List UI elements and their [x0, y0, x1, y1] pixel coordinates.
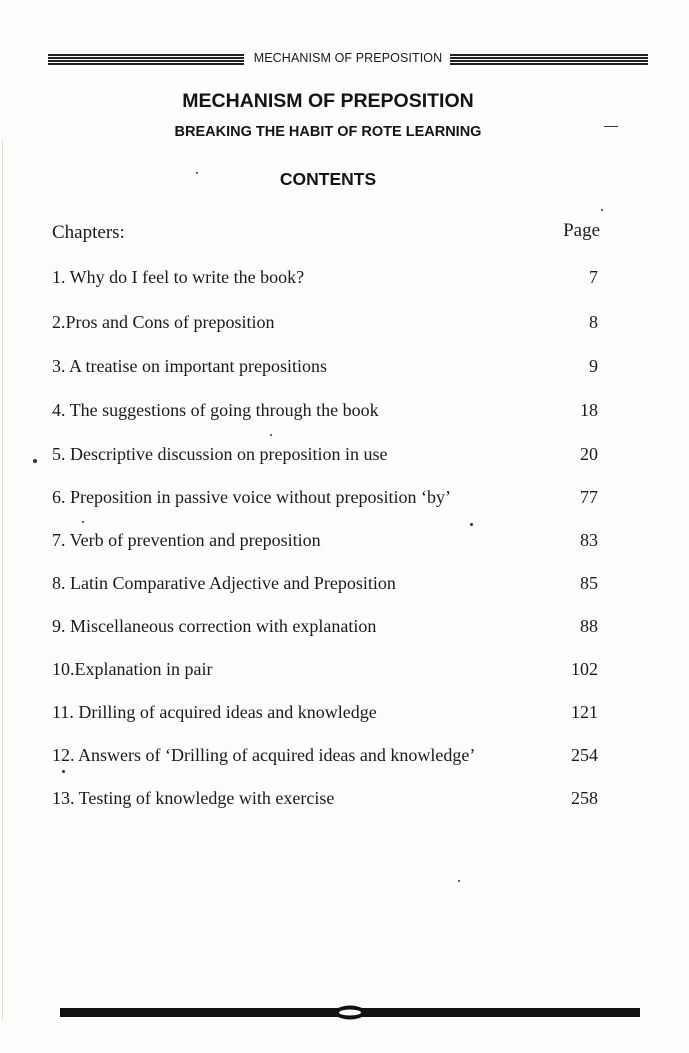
toc-entry-page: 9 — [589, 356, 598, 376]
toc-entry — [0, 267, 689, 293]
scan-speck — [601, 209, 603, 211]
toc-entry — [0, 745, 689, 771]
toc-entry-page: 83 — [580, 530, 598, 550]
toc-entry — [0, 573, 689, 599]
chapters-column-label: Chapters: — [52, 222, 125, 243]
scan-speck — [470, 523, 473, 526]
toc-entry-title: 10.Explanation in pair — [52, 659, 213, 679]
toc-entry-title: 3. A treatise on important prepositions — [52, 356, 327, 376]
scan-speck — [82, 521, 84, 523]
toc-entry — [0, 356, 689, 382]
scan-speck — [62, 770, 65, 773]
toc-entry-page: 77 — [580, 487, 598, 507]
toc-entry — [0, 312, 689, 338]
toc-entry — [0, 788, 689, 814]
toc-entry-page: 258 — [571, 788, 598, 808]
toc-entry — [0, 444, 689, 470]
page-column-label: Page — [563, 220, 600, 241]
toc-entry — [0, 659, 689, 685]
toc-entry-page: 20 — [580, 444, 598, 464]
toc-entry-page: 254 — [571, 745, 598, 765]
toc-entry-page: 8 — [589, 312, 598, 332]
header-rule-right — [450, 54, 648, 66]
page-subtitle: BREAKING THE HABIT OF ROTE LEARNING — [174, 124, 482, 140]
toc-entry-page: 88 — [580, 616, 598, 636]
toc-entry-title: 11. Drilling of acquired ideas and knowledge — [52, 702, 377, 722]
toc-entry-title: 5. Descriptive discussion on preposition in use — [52, 444, 388, 464]
toc-entry — [0, 702, 689, 728]
toc-entry-title: 6. Preposition in passive voice without preposition ‘by’ — [52, 487, 451, 507]
toc-entry-title: 12. Answers of ‘Drilling of acquired ideas and knowledge’ — [52, 745, 476, 765]
toc-entry — [0, 400, 689, 426]
page-title: MECHANISM OF PREPOSITION — [182, 90, 474, 112]
toc-entry-page: 121 — [571, 702, 598, 722]
toc-entry — [0, 616, 689, 642]
scan-speck — [604, 126, 618, 127]
toc-entry-title: 9. Miscellaneous correction with explanation — [52, 616, 377, 636]
toc-entry-title: 13. Testing of knowledge with exercise — [52, 788, 335, 808]
toc-entry-title: 2.Pros and Cons of preposition — [52, 312, 275, 332]
scan-speck — [270, 434, 272, 436]
toc-entry-page: 85 — [580, 573, 598, 593]
toc-entry-title: 1. Why do I feel to write the book? — [52, 267, 305, 287]
toc-entry-page: 102 — [571, 659, 598, 679]
toc-entry-page: 18 — [580, 400, 598, 420]
toc-entry-page: 7 — [589, 267, 598, 287]
running-header — [48, 48, 648, 72]
contents-heading: CONTENTS — [279, 169, 377, 189]
toc-entry-title: 7. Verb of prevention and preposition — [52, 530, 321, 550]
scan-speck — [33, 459, 37, 463]
header-rule-left — [48, 54, 244, 66]
running-header-title: MECHANISM OF PREPOSITION — [253, 51, 443, 65]
bottom-decorative-rule — [60, 1004, 640, 1020]
toc-entry-title: 4. The suggestions of going through the book — [52, 400, 379, 420]
toc-entry-title: 8. Latin Comparative Adjective and Preposition — [52, 573, 396, 593]
toc-entry — [0, 487, 689, 513]
scan-speck — [458, 880, 460, 882]
scan-speck — [196, 172, 198, 174]
toc-entry — [0, 530, 689, 556]
